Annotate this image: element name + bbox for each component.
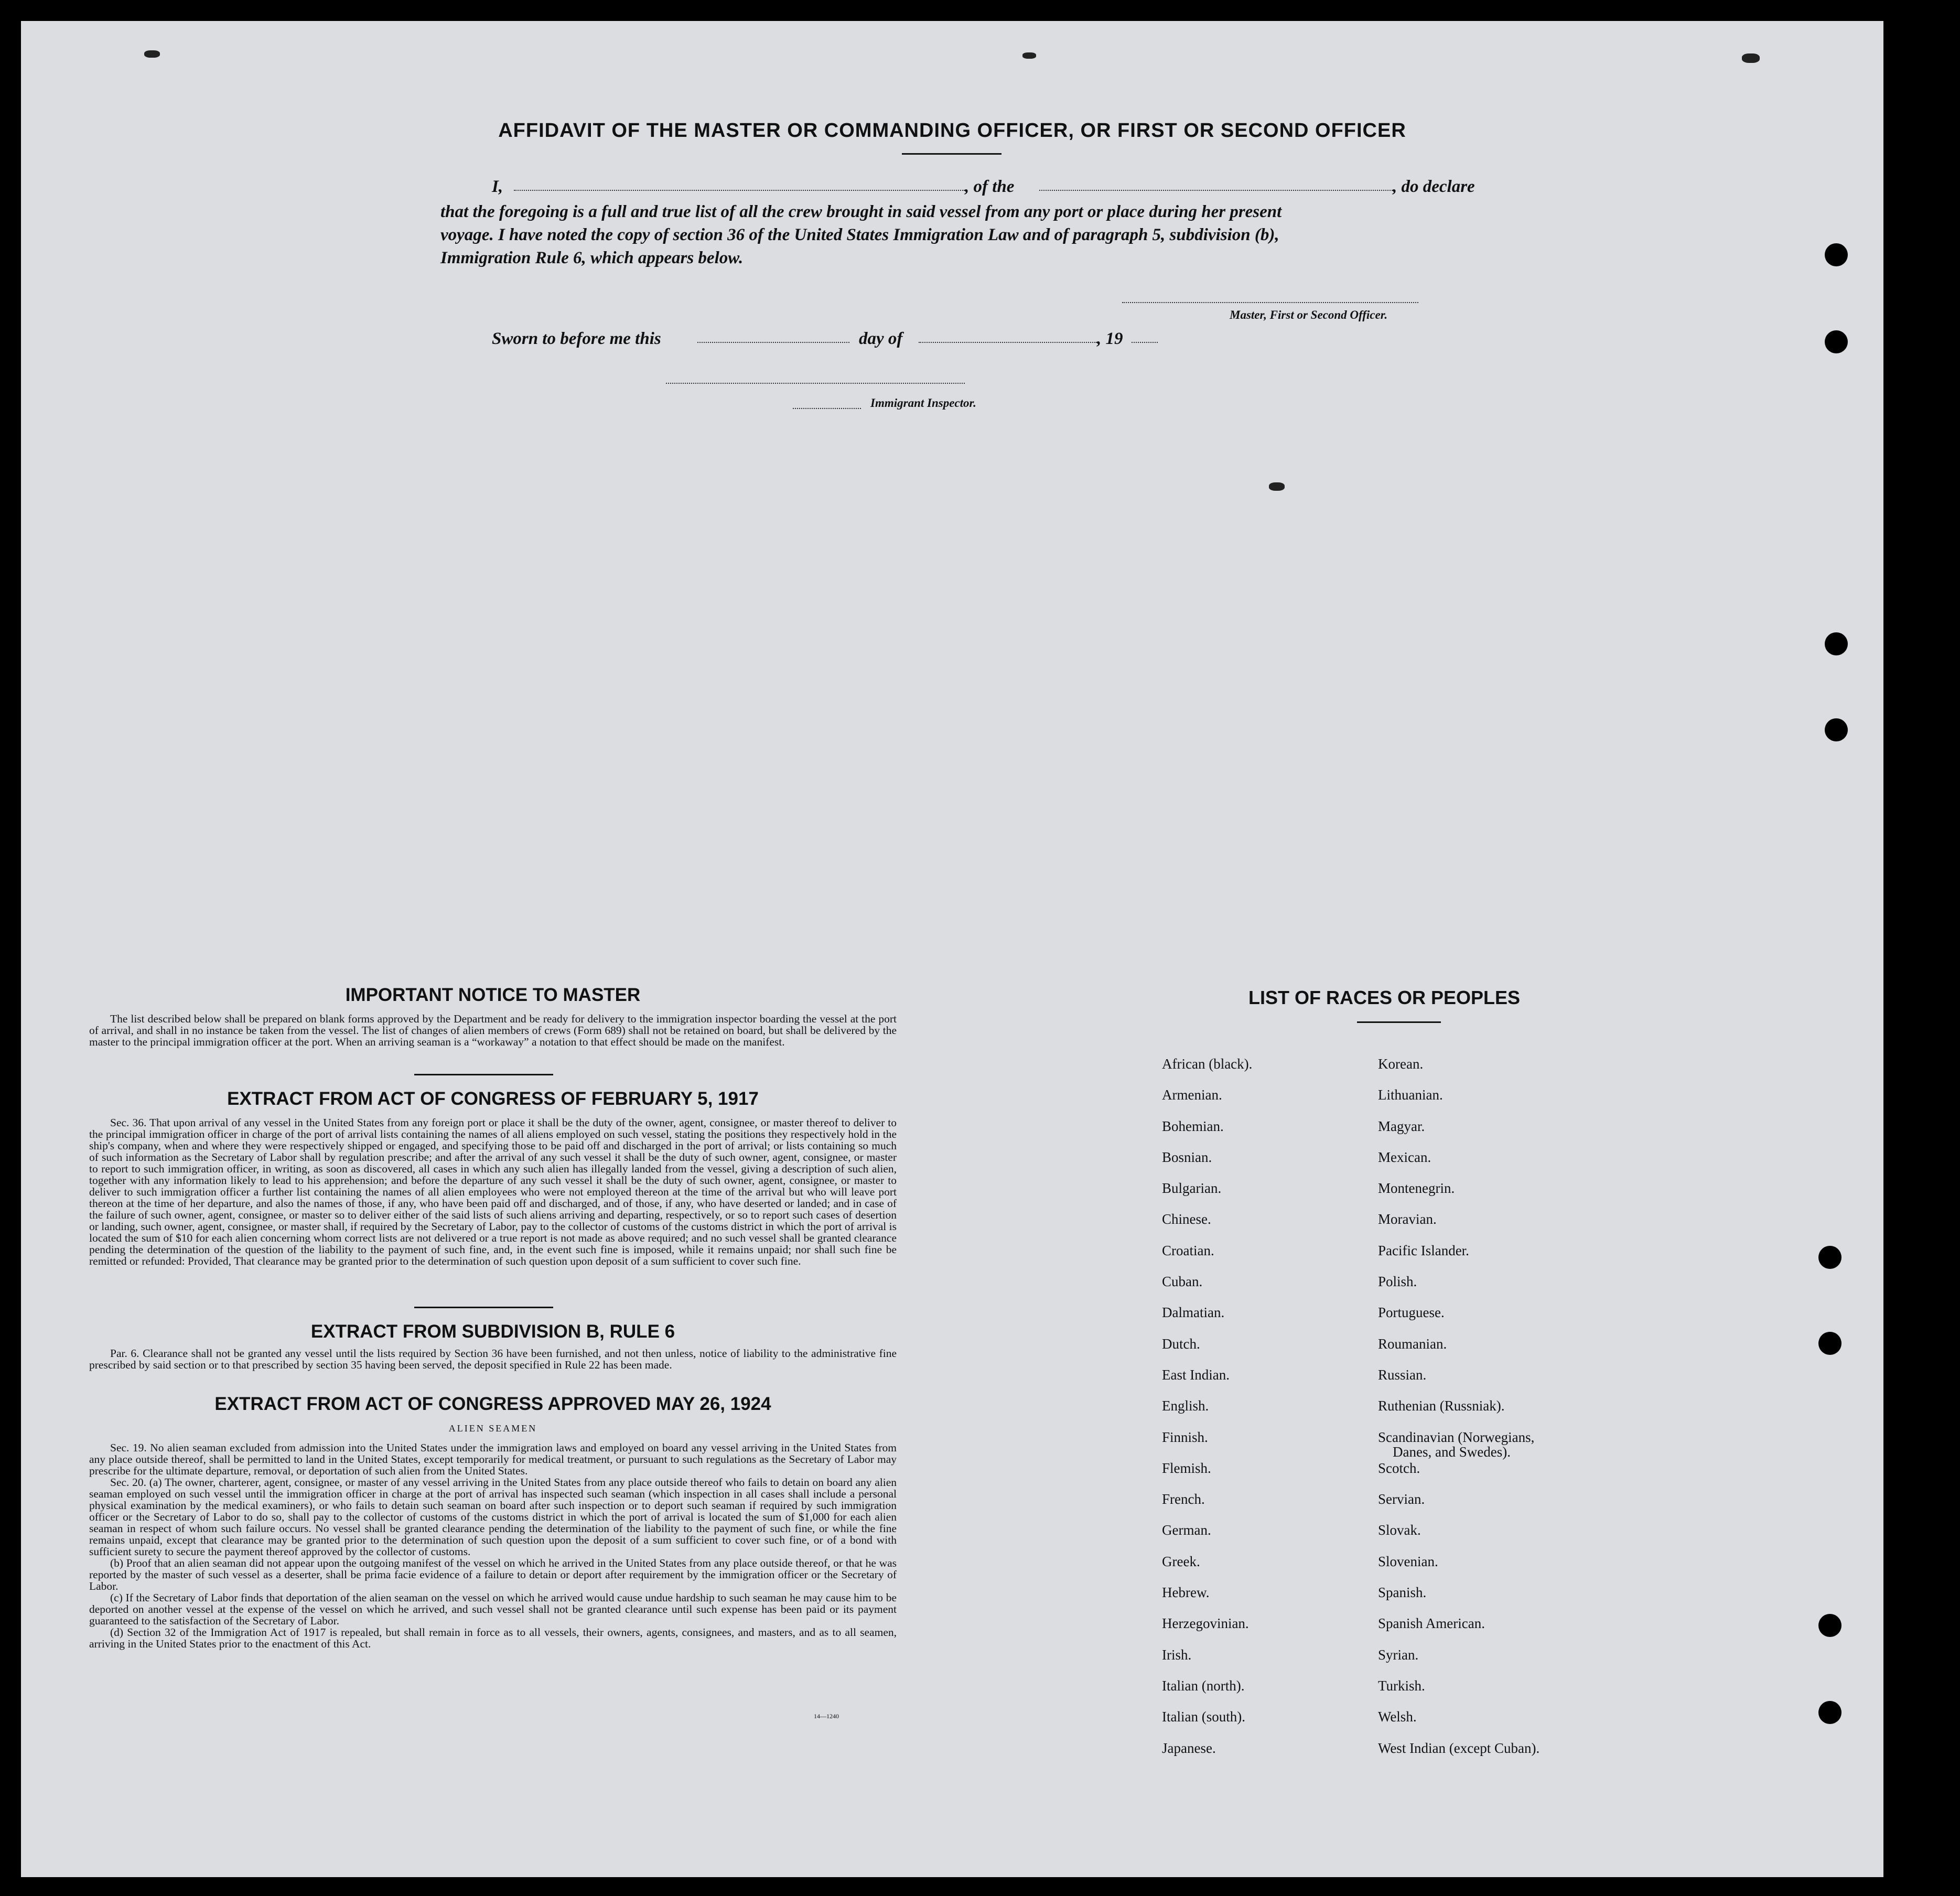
race-label: Scandinavian (Norwegians,	[1378, 1429, 1535, 1445]
sec-20b-paragraph: (b) Proof that an alien seaman did not appear upon the outgoing manifest of the vessel on which he arrived in the United States from any place outside thereof, or that he was reported by the master of such vessel as a deserter, shall be prima facie evidence of a failure to detain or deport after requirement by the immigration officer or the Secretary of Labor.	[89, 1557, 897, 1592]
race-item	[1378, 1274, 1539, 1305]
race-label: Chinese.	[1162, 1211, 1211, 1227]
race-label: Servian.	[1378, 1491, 1425, 1507]
alien-seamen-heading: ALIEN SEAMEN	[448, 1423, 537, 1434]
punch-hole	[1818, 1246, 1841, 1269]
race-label: Herzegovinian.	[1162, 1615, 1249, 1632]
race-label: Scotch.	[1378, 1460, 1420, 1476]
race-label: Greek.	[1162, 1553, 1200, 1569]
race-item	[1162, 1554, 1252, 1585]
race-item	[1162, 1461, 1252, 1492]
race-item	[1162, 1647, 1252, 1678]
race-item	[1378, 1150, 1539, 1181]
race-item	[1378, 1057, 1539, 1087]
race-item	[1162, 1119, 1252, 1150]
race-label: Cuban.	[1162, 1274, 1203, 1290]
race-item	[1162, 1150, 1252, 1181]
race-label: Slovenian.	[1378, 1553, 1438, 1569]
affidavit-of-the: , of the	[965, 177, 1015, 196]
race-item	[1378, 1616, 1539, 1647]
race-label: West Indian (except Cuban).	[1378, 1740, 1540, 1756]
race-item	[1162, 1212, 1252, 1243]
vessel-blank	[1039, 190, 1393, 191]
race-item	[1378, 1523, 1539, 1554]
race-label: Lithuanian.	[1378, 1087, 1443, 1103]
sworn-day-blank	[697, 342, 849, 343]
scan-speck	[144, 50, 160, 58]
race-label: Croatian.	[1162, 1242, 1214, 1258]
sworn-year-blank	[1132, 342, 1158, 343]
extract-rule6-title: EXTRACT FROM SUBDIVISION B, RULE 6	[310, 1321, 675, 1342]
punch-hole	[1818, 1701, 1841, 1724]
name-blank	[514, 190, 965, 191]
races-right-column	[1378, 1057, 1539, 1772]
notice-title: IMPORTANT NOTICE TO MASTER	[345, 985, 641, 1005]
race-item	[1378, 1554, 1539, 1585]
race-label-continuation: Danes, and Swedes).	[1393, 1443, 1511, 1460]
affidavit-i: I,	[492, 177, 503, 196]
punch-hole	[1818, 1614, 1841, 1637]
race-label: East Indian.	[1162, 1366, 1230, 1383]
race-item	[1378, 1087, 1539, 1118]
race-label: German.	[1162, 1522, 1211, 1538]
inspector-signature-line	[666, 383, 965, 384]
race-label: Dalmatian.	[1162, 1305, 1225, 1321]
race-item	[1378, 1585, 1539, 1616]
sec-20d-paragraph: (d) Section 32 of the Immigration Act of 1917 is repealed, but shall remain in force as to all vessels, their owners, agents, consignees, and masters, and as to all seamen, arriving in the United States prior to the enactment of this Act.	[89, 1626, 897, 1650]
race-item	[1162, 1398, 1252, 1429]
affidavit-title: AFFIDAVIT OF THE MASTER OR COMMANDING OFFICER, OR FIRST OR SECOND OFFICER	[498, 120, 1406, 142]
race-label: Moravian.	[1378, 1211, 1437, 1227]
race-label: Welsh.	[1378, 1709, 1417, 1725]
race-label: Italian (south).	[1162, 1709, 1245, 1725]
race-label: Irish.	[1162, 1646, 1192, 1663]
sworn-day-of: day of	[859, 329, 903, 348]
divider	[902, 153, 1001, 155]
race-item	[1162, 1367, 1252, 1398]
document-page	[21, 21, 1883, 1877]
race-label: Italian (north).	[1162, 1677, 1245, 1694]
race-item	[1378, 1741, 1539, 1772]
extract-1924-body	[89, 1442, 897, 1650]
sec-19-paragraph: Sec. 19. No alien seaman excluded from admission into the United States under the immigration laws and employed on board any vessel arriving in the United States from any place outside thereof, shall be permitted to land in the United States, except temporarily for medical treatment, or pursuant to such regulations as the Secretary of Labor may prescribe for the ultimate departure, removal, or deportation of such alien from the United States.	[89, 1441, 897, 1477]
sec-20a-paragraph: Sec. 20. (a) The owner, charterer, agent, consignee, or master of any vessel arriving in the United States from any place outside thereof who fails to detain on board any alien seaman employed on such vessel until the immigration officer in charge at the port of arrival has inspected such seaman (which inspection in all cases shall include a personal physical examination by the medical examiners), or who fails to detain such seaman on board after such inspection or to deport such seaman if required by such immigration officer or the Secretary of Labor to do so, shall pay to the collector of customs of the customs district in which the port of arrival is located the sum of $1,000 for each alien seaman in respect of whom such failure occurs. No vessel shall be granted clearance pending the determination of the liability to the payment of such fine, or while the fine remains unpaid, except that clearance may be granted prior to the determination of such question upon the deposit of a sum sufficient to cover such fine, or of a bond with sufficient surety to secure the payment thereof approved by the collector of customs.	[89, 1476, 897, 1558]
race-item	[1162, 1492, 1252, 1523]
race-item	[1162, 1709, 1252, 1740]
race-item	[1162, 1741, 1252, 1772]
race-label: Korean.	[1378, 1056, 1424, 1072]
race-label: Dutch.	[1162, 1335, 1200, 1352]
race-label: Syrian.	[1378, 1646, 1419, 1663]
race-item	[1378, 1461, 1539, 1492]
race-label: Spanish American.	[1378, 1615, 1485, 1632]
race-label: Hebrew.	[1162, 1585, 1210, 1601]
race-item	[1378, 1212, 1539, 1243]
race-label: Mexican.	[1378, 1149, 1431, 1165]
divider	[414, 1307, 553, 1308]
race-item	[1378, 1305, 1539, 1336]
punch-hole	[1818, 1332, 1841, 1355]
punch-hole	[1825, 330, 1848, 353]
affidavit-line-4: Immigration Rule 6, which appears below.	[440, 249, 744, 267]
race-label: Russian.	[1378, 1366, 1427, 1383]
form-number: 14—1240	[814, 1712, 839, 1720]
race-label: Bosnian.	[1162, 1149, 1212, 1165]
punch-hole	[1825, 243, 1848, 266]
race-label: Spanish.	[1378, 1585, 1427, 1601]
sworn-text: Sworn to before me this	[492, 329, 661, 348]
race-item	[1378, 1181, 1539, 1212]
race-item	[1378, 1243, 1539, 1274]
master-signature-line	[1122, 302, 1418, 303]
race-label: Japanese.	[1162, 1740, 1216, 1756]
race-item	[1162, 1616, 1252, 1647]
race-label: Bohemian.	[1162, 1118, 1224, 1134]
race-label: Slovak.	[1378, 1522, 1421, 1538]
race-item	[1378, 1430, 1539, 1461]
divider	[414, 1074, 553, 1075]
race-item	[1162, 1243, 1252, 1274]
race-label: French.	[1162, 1491, 1205, 1507]
affidavit-declare: , do declare	[1393, 177, 1475, 196]
race-label: Magyar.	[1378, 1118, 1425, 1134]
race-label: Armenian.	[1162, 1087, 1222, 1103]
extract-1917-title: EXTRACT FROM ACT OF CONGRESS OF FEBRUARY 5, 1917	[227, 1089, 759, 1109]
race-label: English.	[1162, 1398, 1209, 1414]
race-item	[1162, 1430, 1252, 1461]
race-item	[1378, 1337, 1539, 1367]
race-item	[1378, 1398, 1539, 1429]
race-label: Pacific Islander.	[1378, 1242, 1469, 1258]
race-item	[1162, 1057, 1252, 1087]
race-label: Bulgarian.	[1162, 1180, 1222, 1197]
race-label: Flemish.	[1162, 1460, 1211, 1476]
race-item	[1378, 1492, 1539, 1523]
extract-1924-title: EXTRACT FROM ACT OF CONGRESS APPROVED MAY 26, 1924	[214, 1394, 771, 1414]
races-left-column	[1162, 1057, 1252, 1772]
race-item	[1378, 1367, 1539, 1398]
race-label: Portuguese.	[1378, 1305, 1445, 1321]
sworn-year: , 19	[1097, 329, 1123, 348]
inspector-line-short	[793, 408, 861, 409]
scan-speck	[1269, 482, 1285, 491]
punch-hole	[1825, 632, 1848, 655]
race-label: Roumanian.	[1378, 1335, 1447, 1352]
race-label: African (black).	[1162, 1056, 1253, 1072]
scan-speck	[1742, 53, 1760, 63]
notice-body: The list described below shall be prepared on blank forms approved by the Department and be ready for delivery to the immigration inspector boarding the vessel at the port of arrival, and shall in no instance be taken from the vessel. The list of changes of alien members of crews (Form 689) shall not be retained on board, but shall be delivered by the master to the principal immigration officer at the port. When an arriving seaman is a “workaway” a notation to that effect should be made on the manifest.	[89, 1012, 897, 1048]
punch-hole	[1825, 718, 1848, 741]
sec-20c-paragraph: (c) If the Secretary of Labor finds that deportation of the alien seaman on the vessel on which he arrived would cause undue hardship to such seaman he may cause him to be deported on another vessel at the expense of the vessel on which he arrived, and such vessel shall not be granted clearance until such expense has been paid or its payment guaranteed to the satisfaction of the Secretary of Labor.	[89, 1591, 897, 1627]
race-item	[1162, 1305, 1252, 1336]
race-item	[1162, 1585, 1252, 1616]
extract-1917-body: Sec. 36. That upon arrival of any vessel in the United States from any foreign port or place it shall be the duty of the owner, agent, consignee, or master thereof to deliver to the principal immigration officer in charge of the port of arrival lists containing the names of all aliens employed on such vessel, stating the positions they respectively hold in the ship's company, when and where they were respectively shipped or engaged, and specifying those to be paid off and discharged in the port of arrival; or lists containing so much of such information as the Secretary of Labor shall by regulation prescribe; and after the arrival of any such vessel it shall be the duty of such owner, agent, consignee, or master to report to such immigration officer, in writing, as soon as discovered, all cases in which any such alien has illegally landed from the vessel, giving a description of such alien, together with any information likely to lead to his apprehension; and before the departure of any such vessel it shall be the duty of such owner, agent, consignee, or master to deliver to such immigration officer a further list containing the names of all alien employees who were not employed thereon at the time of the arrival but who will leave port thereon at the time of her departure, and also the names of those, if any, who have been paid off and discharged, and of those, if any, who have deserted or landed; and in case of the failure of such owner, agent, consignee, or master so to deliver either of the said lists of such aliens arriving and departing, respectively, or so to report such cases of desertion or landing, such owner, agent, consignee, or master shall, if required by the Secretary of Labor, pay to the collector of customs of the customs district in which the port of arrival is located the sum of $10 for each alien concerning whom correct lists are not delivered or a true report is not made as above required; and no such vessel shall be granted clearance pending the determination of the question of the liability to the payment of such fine, and, in the event such fine is imposed, while it remains unpaid; nor shall such fine be remitted or refunded: Provided, That clearance may be granted prior to the determination of such question upon deposit of a sum sufficient to cover such fine.	[89, 1116, 897, 1267]
race-item	[1162, 1678, 1252, 1709]
race-item	[1162, 1274, 1252, 1305]
race-item	[1162, 1523, 1252, 1554]
races-title: LIST OF RACES OR PEOPLES	[1248, 987, 1521, 1008]
race-label: Polish.	[1378, 1274, 1417, 1290]
race-item	[1162, 1337, 1252, 1367]
affidavit-line-2: that the foregoing is a full and true list of all the crew brought in said vessel from any port or place during her present	[440, 202, 1282, 221]
race-item	[1162, 1087, 1252, 1118]
race-label: Turkish.	[1378, 1677, 1425, 1694]
sworn-month-blank	[919, 342, 1097, 343]
inspector-label: Immigrant Inspector.	[870, 396, 976, 410]
race-item	[1378, 1678, 1539, 1709]
race-label: Montenegrin.	[1378, 1180, 1455, 1197]
race-item	[1378, 1647, 1539, 1678]
race-label: Ruthenian (Russniak).	[1378, 1398, 1505, 1414]
race-label: Finnish.	[1162, 1429, 1208, 1445]
scan-speck	[1022, 52, 1036, 59]
race-item	[1378, 1119, 1539, 1150]
extract-rule6-body: Par. 6. Clearance shall not be granted any vessel until the lists required by Section 36 have been furnished, and not then unless, notice of liability to the administrative fine prescribed by said section or to that prescribed by section 35 having been served, the deposit specified in Rule 22 has been made.	[89, 1347, 897, 1371]
master-signature-label: Master, First or Second Officer.	[1230, 308, 1388, 321]
race-item	[1378, 1709, 1539, 1740]
affidavit-line-3: voyage. I have noted the copy of section 36 of the United States Immigration Law and of paragraph 5, subdivision (b),	[440, 225, 1279, 244]
race-item	[1162, 1181, 1252, 1212]
divider	[1357, 1021, 1441, 1023]
